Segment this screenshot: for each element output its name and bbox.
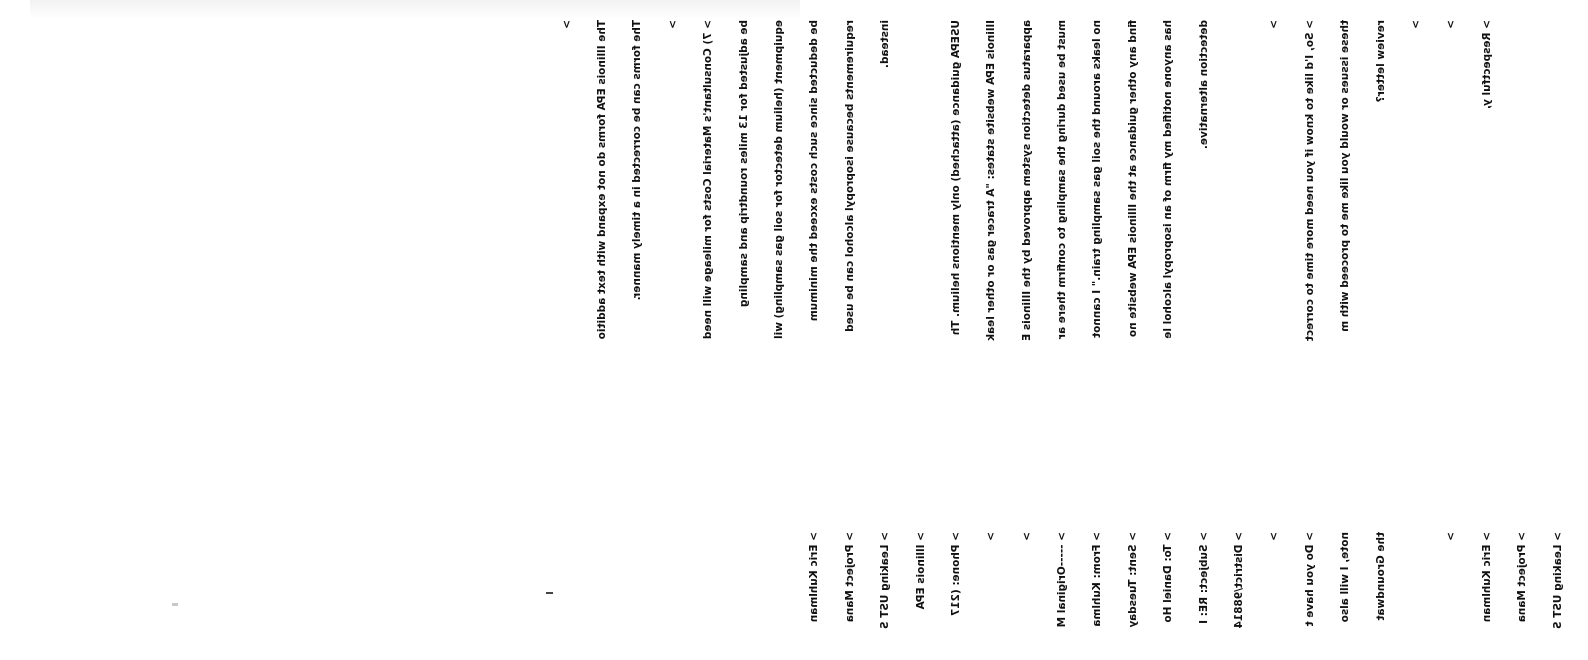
original-message-line: > Sent: Tuesday: [1126, 532, 1139, 628]
signature-line: > Phone: (217: [949, 532, 962, 617]
closing-line: these issues or would you like me to proceed with m: [1339, 20, 1352, 332]
usepa-line: detection alternative.: [1197, 20, 1210, 150]
item-7-line: requirements because isopropyl alcohol can be used: [843, 20, 856, 332]
signoff: > Respectful y,: [1480, 20, 1493, 110]
signature-line: > Eric Kuhlman: [808, 532, 821, 623]
signature-line: > Project Mana: [1516, 532, 1529, 623]
original-message-line: > From: Kuhlma: [1091, 532, 1104, 627]
usepa-line: has anyone notified my firm of an isopropyl alcohol le: [1162, 20, 1175, 339]
quote-mark: >: [1409, 20, 1422, 29]
signature-line: > Project Mana: [843, 532, 856, 623]
original-message-line: > Subject: RE: I: [1197, 532, 1210, 624]
letter-body: [538, 20, 1517, 528]
quote-mark: >: [985, 532, 998, 541]
rotated-letter-content: [538, 20, 1564, 660]
signature-line: > Illinois EPA: [914, 532, 927, 610]
original-message-line: > To: Daniel Ho: [1162, 532, 1175, 623]
usepa-line: apparatus detection system approved by the Illinois E: [1020, 20, 1033, 341]
item-7-line: > 7) Consultant's Material Costs for mileage will need: [702, 20, 715, 340]
quote-mark: >: [1020, 532, 1033, 541]
quoted-email-block: [538, 532, 1588, 660]
item-7-line: equipment (helium detector for soil gas sampling) wil: [772, 20, 785, 339]
body-line: The Illinois EPA forms do not expand with text additio: [595, 20, 608, 340]
original-message-line: > District/98814: [1233, 532, 1246, 629]
item-7-line: be adjusted for 13 miles roundtrip and sampling: [737, 20, 750, 308]
quote-mark: >: [1268, 20, 1281, 29]
signature-line: > Leaking UST S: [879, 532, 892, 630]
usepa-line: USEPA guidance (attached) only mentions helium. Th: [949, 20, 962, 336]
note-line: > Do you have t: [1303, 532, 1316, 627]
quote-mark: >: [666, 20, 679, 29]
scan-speck: [172, 603, 178, 606]
closing-line: review letter?: [1374, 20, 1387, 103]
usepa-line: Illinois EPA website states: "A tracer gas or other leak: [985, 20, 998, 341]
item-7-line: be deducted since such costs exceed the minimum: [808, 20, 821, 322]
usepa-line: find any other guidance at the Illinois EPA website no: [1126, 20, 1139, 338]
scan-shadow: [30, 0, 800, 20]
closing-line: > So, I'd like to know if you need more time to correct: [1303, 20, 1316, 342]
original-message-line: > -----Original M: [1056, 532, 1069, 628]
quote-mark: >: [1268, 532, 1281, 541]
item-7-line: instead.: [879, 20, 892, 69]
usepa-line: no leaks around the soil gas sampling train." I cannot: [1091, 20, 1104, 338]
signature-line: > Leaking UST S: [1551, 532, 1564, 630]
quote-mark: >: [1445, 20, 1458, 29]
note-line: the Groundwat: [1374, 532, 1387, 621]
signature-line: > Eric Kuhlman: [1480, 532, 1493, 623]
note-line: note, I will also: [1339, 532, 1352, 623]
header-marker: >: [560, 20, 573, 29]
body-line: The forms can be corrected in a timely manner.: [631, 20, 644, 301]
quote-mark: >: [1445, 532, 1458, 541]
usepa-line: must be used during the sampling to confirm there ar: [1056, 20, 1069, 340]
